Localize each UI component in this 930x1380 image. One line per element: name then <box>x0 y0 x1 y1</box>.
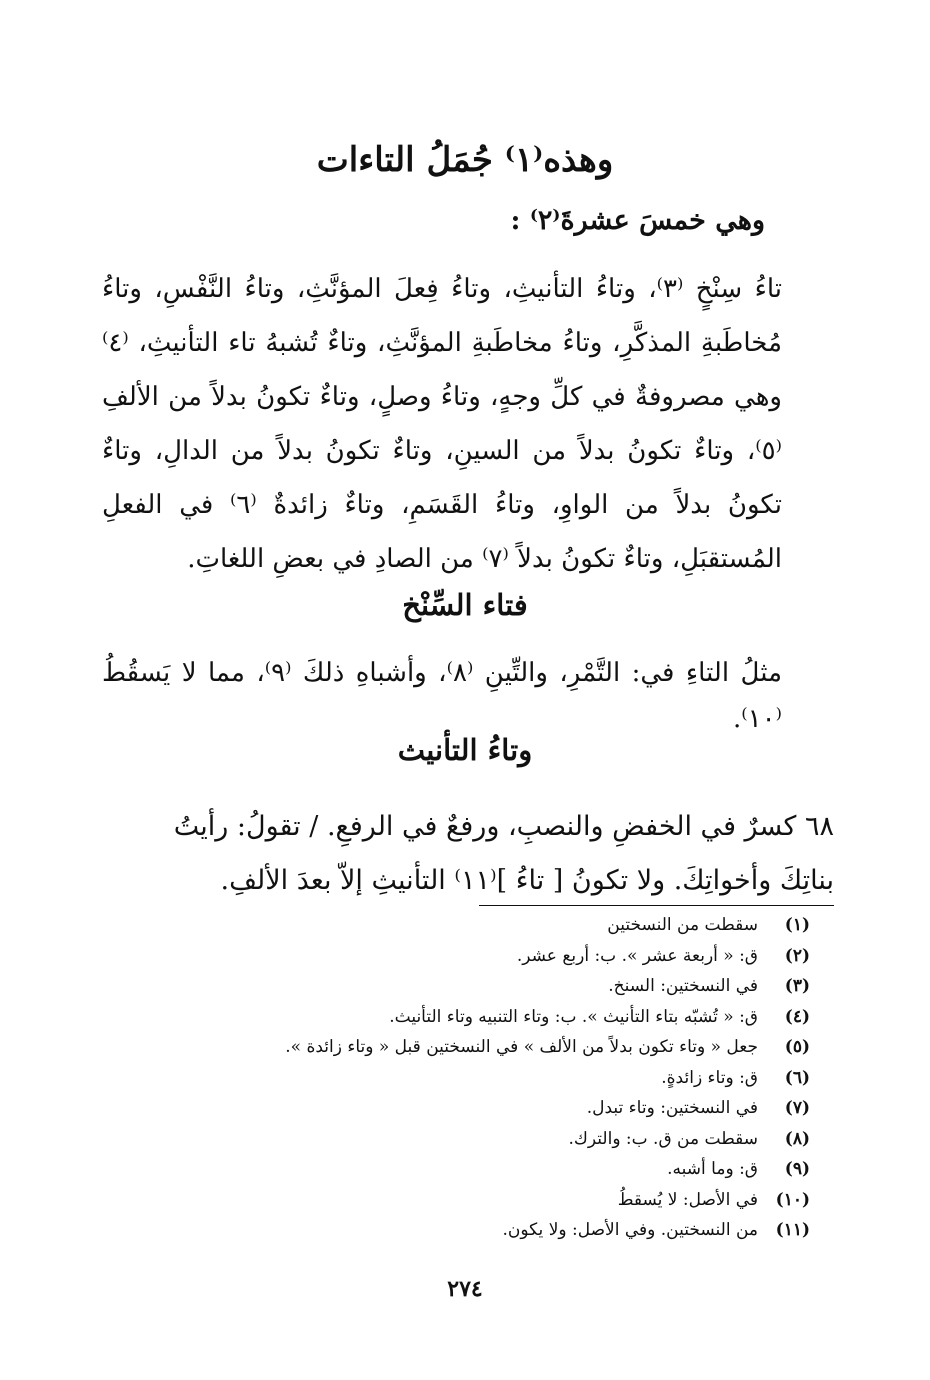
footnote-number: (١) <box>784 915 810 935</box>
subtitle: وهي خمسَ عشرةَ⁽٢⁾ : <box>510 205 765 236</box>
footnote-number: (١٠) <box>775 1189 810 1210</box>
sinkh-paragraph: مثلُ التاءِ في: التَّمْرِ، والتِّينِ ⁽٨⁾، وأشباهِ ذلكَ ⁽٩⁾، مما لا يَسقُطُ ⁽١٠⁾. <box>102 658 782 734</box>
tanith-line-1: ٦٨ كسرٌ في الخفضِ والنصبِ، ورفعٌ في الرفعِ. / تقولُ: رأيتُ <box>173 811 834 842</box>
footnote-number: (٧) <box>784 1098 810 1118</box>
footnote-item <box>110 1124 810 1155</box>
footnote-text: سقطت من النسختين <box>607 915 758 935</box>
footnote-number: (٩) <box>784 1159 810 1179</box>
footnote-item <box>110 941 810 972</box>
footnote-item <box>110 1185 810 1216</box>
footnote-text: في النسختين: السنخ. <box>608 976 758 996</box>
footnote-divider <box>479 905 834 906</box>
page-number: ٢٧٤ <box>447 1276 483 1302</box>
footnote-text: في الأصل: لا يُسقطُ <box>617 1189 758 1210</box>
footnote-text: ق: وما أشبه. <box>667 1159 758 1179</box>
tanith-paragraph <box>94 800 834 908</box>
footnote-text: ق: « تُشبّه بتاء التأنيث ». ب: وتاء التنبيه وتاء التأنيث. <box>389 1006 758 1027</box>
tanith-line-2: بناتِكَ وأخواتِكَ. ولا تكونُ [ تاءُ ]⁽١١⁾ التأنيثِ إلاّ بعدَ الألفِ. <box>220 865 834 896</box>
footnote-item <box>110 1215 810 1246</box>
footnote-number: (١١) <box>775 1220 810 1240</box>
section-heading-sinkh: فتاء السِّنْخ <box>402 588 528 622</box>
section-heading-tanith: وتاءُ التأنيث <box>397 733 533 767</box>
footnote-number: (٢) <box>784 945 810 966</box>
page-title: وهذه⁽١⁾ جُمَلُ التاءات <box>316 140 614 180</box>
footnote-text: ق: « أربعة عشر ». ب: أربع عشر. <box>516 945 758 966</box>
footnotes-list <box>110 910 810 1246</box>
footnote-number: (٤) <box>784 1006 810 1027</box>
footnote-item <box>110 910 810 941</box>
footnote-text: في النسختين: وتاء تبدل. <box>586 1098 758 1118</box>
footnote-item <box>110 971 810 1002</box>
footnote-item <box>110 1032 810 1063</box>
footnote-item <box>110 1154 810 1185</box>
footnote-text: جعل « وتاء تكون بدلاً من الألف » في النسختين قبل « وتاء زائدة ». <box>285 1037 758 1057</box>
intro-paragraph: تاءُ سِنْخٍ ⁽٣⁾، وتاءُ التأنيثِ، وتاءُ فِعلَ المؤنَّثِ، وتاءُ النَّفْسِ، وتاءُ مُخاطَبةِ المذكَّرِ، وتاءُ مخاطَبةِ المؤنَّثِ، وتاءٌ تُشبهُ تاء التأنيثِ، ⁽٤⁾ وهي مصروفةٌ في كلِّ وجهٍ، وتاءُ وصلٍ، وتاءٌ تكونُ بدلاً من الألفِ ⁽٥⁾، وتاءٌ تكونُ بدلاً من السينِ، وتاءٌ تكونُ بدلاً من الدالِ، وتاءٌ تكونُ بدلاً من الواوِ، وتاءُ القَسَمِ، وتاءٌ زائدةٌ ⁽٦⁾ في الفعلِ المُستقبَلِ، وتاءٌ تكونُ بدلاً ⁽٧⁾ من الصادِ في بعضِ اللغاتِ. <box>102 274 783 574</box>
footnote-number: (٦) <box>784 1067 810 1088</box>
footnote-number: (٣) <box>784 976 810 996</box>
footnote-text: من النسختين. وفي الأصل: ولا يكون. <box>502 1220 758 1240</box>
footnote-item <box>110 1093 810 1124</box>
footnote-number: (٥) <box>784 1037 810 1057</box>
footnote-text: ق: وتاء زائدةٍ. <box>661 1067 758 1088</box>
footnote-item <box>110 1002 810 1033</box>
footnote-number: (٨) <box>784 1128 810 1149</box>
footnote-item <box>110 1063 810 1094</box>
footnote-text: سقطت من ق. ب: والترك. <box>568 1128 758 1149</box>
